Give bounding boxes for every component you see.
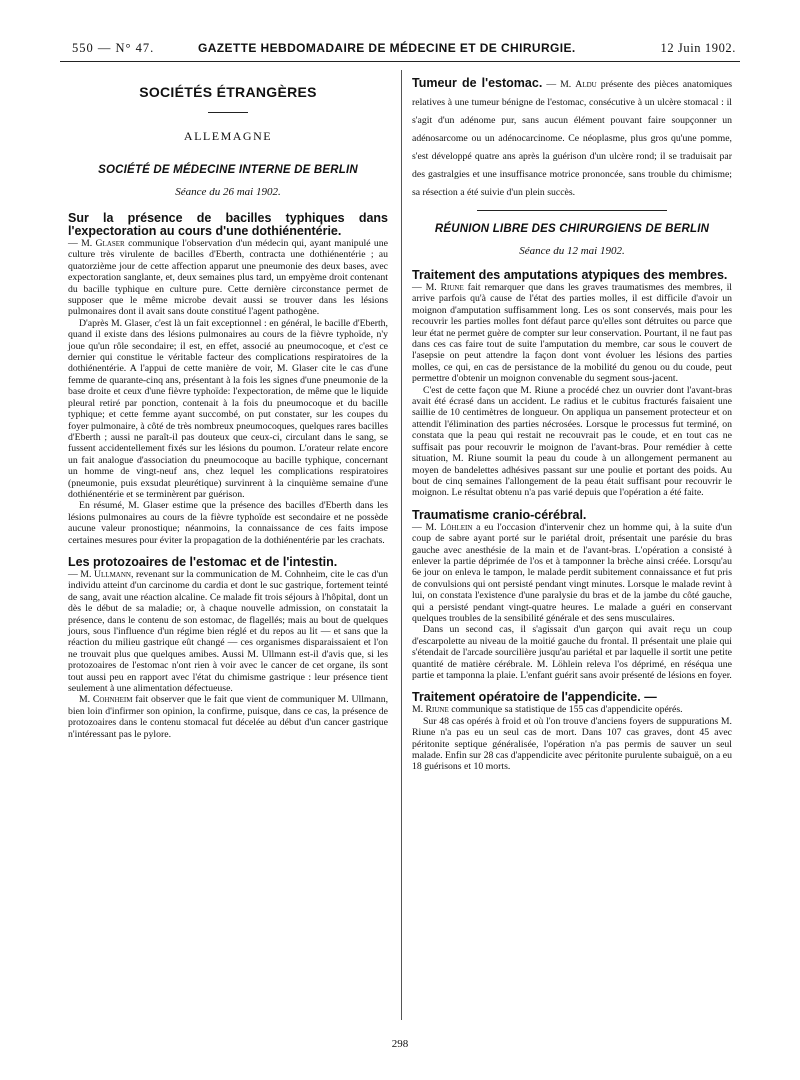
article-paragraph xyxy=(412,522,732,625)
journal-title: GAZETTE HEBDOMADAIRE DE MÉDECINE ET DE CHIRURGIE. xyxy=(198,41,576,55)
society-heading: RÉUNION LIBRE DES CHIRURGIENS DE BERLIN xyxy=(434,223,710,235)
column-divider xyxy=(401,70,402,1020)
article-paragraph: Sur 48 cas opérés à froid et où l'on trouve d'anciens foyers de suppurations M. Riune n'a pas eu un seul cas de mort. Dans 107 cas graves, dont 45 avec péritonite septique généralisée, l'opération n'a pas permis de sauver un seul malade. Enfin sur 28 cas d'appendicite avec péritonite purulente subaiguë, on a eu 18 guérisons et 10 morts. xyxy=(412,715,732,773)
text-run: — M. xyxy=(412,521,441,533)
text-run: fait observer que le fait que vient de communiquer M. Ullmann, bien loin d'infirmer son opinion, la confirme, puisque, dans ce cas, la présence de protozoaires dans le contenu stomacal fut décelée au début d'un cancer gastrique n'intéressant pas le pylore. xyxy=(68,694,389,740)
article-title: Tumeur de l'estomac. xyxy=(412,76,543,90)
right-column xyxy=(412,74,732,986)
society-heading: SOCIÉTÉ DE MÉDECINE INTERNE DE BERLIN xyxy=(98,164,358,176)
author-name: Löhlein xyxy=(440,521,473,533)
page-number: 298 xyxy=(391,1038,409,1050)
country-heading: ALLEMAGNE xyxy=(183,129,273,143)
article-paragraph xyxy=(412,704,732,715)
author-name: Cohnheim xyxy=(92,694,133,706)
author-name: Aldu xyxy=(575,79,597,90)
text-run: fait remarquer que dans les graves traumatismes des membres, il arrive parfois qu'à cause de l'état des parties molles, il est difficile d'avoir un moignon d'amputation suffisamment long. Les os sont conservés, mais pour les recouvrir les parties molles font défaut parce qu'elles sont détruites ou parce que leur état ne permet guère de compter sur leur conservation. Pourtant, il ne faut pas dans ces cas faire tout de suite l'amputation du membre, car sous le couvert de l'asepsie on peut attendre la façon dont vont évoluer les lésions des parties molles, ce qui, en cas de persistance de la mobilité du genou ou du coude, peut permettre d'obtenir un moignon convenable du segment sous-jacent. xyxy=(412,282,733,385)
article-paragraph: C'est de cette façon que M. Riune a procédé chez un ouvrier dont l'avant-bras avait été écrasé dans un accident. Le radius et le cubitus fracturés faisaient une saillie de 10 centimètres de longueur. On appliqua un pansement protecteur et on attendit l'élimination des parties nécrosées. Lorsque le processus fut terminé, on constata que la peau qui restait ne recouvrait pas le coude, et en tout cas ne suffisait pas pour recouvrir le moignon de l'avant-bras. Pour remédier à cette situation, M. Riune soumit la peau du coude à un allongement permanent au moyen de bandelettes adhésives passant sur une poulie et portant des poids. Au bout de cinq semaines l'allongement de la peau était suffisant pour recouvrir le moignon. Le résultat obtenu n'a pas varié depuis que l'opération a été faite. xyxy=(412,384,732,499)
text-run: communique l'observation d'un médecin qui, ayant manipulé une culture très virulente de bacilles d'Eberth, contracta une dothiénentérie ; au quatorzième jour de cette affection apparut une pneumonie des deux bases, avec expectoration sanglante, et, deux semaines plus tard, un empyème droit contenant du bacille typhique en culture pure. Cette dernière circonstance permet de supposer que le même microbe devait aussi se trouver dans les lésions pulmonaires dont il avait sans doute constitué l'agent pathogène. xyxy=(68,238,388,318)
article-paragraph xyxy=(412,282,732,385)
section-title: SOCIÉTÉS ÉTRANGÈRES xyxy=(139,84,317,100)
left-column xyxy=(68,74,388,1034)
text-run: a eu l'occasion d'intervenir chez un homme qui, à la suite d'un coup de sabre ayant porté sur le pariétal droit, présentait une parésie du bras gauche avec anesthésie de la main et de l'avant-bras. L'opération a consisté à enlever la partie déprimée de l'os et à tamponner la brèche ainsi créée. Lorsqu'au 6e jour on enleva le tampon, le malade perdit subitement connaissance et fut pris de convulsions qui ont persisté pendant vingt minutes. Lorsque le malade revint à lui, on constata l'existence d'une paralysie du bras et de la jambe du côté gauche, qui a persisté pendant vingt-quatre heures. Le malade a guéri en conservant quelques troubles de la sensibilité générale et des sens musculaires. xyxy=(412,521,732,624)
text-run: — M. xyxy=(68,238,96,249)
page-issue-number: 550 — N° 47. xyxy=(72,41,155,55)
author-name: Ullmann xyxy=(93,568,131,580)
article-title: Traitement des amputations atypiques des membres. xyxy=(412,268,728,282)
article-title: Sur la présence de bacilles typhiques dans l'expectoration au cours d'une dothiénentérie. xyxy=(68,211,388,238)
author-name: Riune xyxy=(425,704,449,716)
article-paragraph xyxy=(68,569,388,694)
running-header xyxy=(60,40,740,62)
text-run: présente des pièces anatomiques relatives à une tumeur bénigne de l'estomac, consécutive à un ulcère stomacal : il s'agit d'un adénome pur, sans aucun élément pouvant faire soupçonner un adénosarcome ou un adénocarcinome. Ce néoplasme, plus gros qu'une pomme, s'est développé quatre ans après la guérison d'un ulcère rond; il se traduisait par des gastralgies et une insuffisance motrice prononcée, sans trouble du chimisme; sa résection a été suivie d'un plein succès. xyxy=(412,79,732,198)
text-run: communique sa statistique de 155 cas d'appendicite opérés. xyxy=(448,704,683,716)
session-date: Séance du 26 mai 1902. xyxy=(175,186,281,198)
article-paragraph xyxy=(68,694,388,740)
article-title: Traumatisme cranio-cérébral. xyxy=(412,507,587,522)
text-run: M. xyxy=(412,704,426,716)
article-title: Traitement opératoire de l'appendicite. — xyxy=(412,690,657,705)
article-paragraph: En résumé, M. Glaser estime que la présence des bacilles d'Eberth dans les lésions pulmonaires au cours de la fièvre typhoïde est secondaire et ne possède aucune valeur pronostique; néanmoins, la connaissance de ces faits impose certaines mesures pour éviter la propagation de la dothiénentérie par les crachats. xyxy=(68,500,388,546)
article-title: Les protozoaires de l'estomac et de l'intestin. xyxy=(68,554,338,569)
article-paragraph: D'après M. Glaser, c'est là un fait exceptionnel : en général, le bacille d'Eberth, quand il existe dans des lésions pulmonaires au cours de la fièvre typhoïde, n'y joue qu'un rôle secondaire; il est, en effet, associé au pneumocoque, et c'est ce dernier qui constitue le véritable facteur des complications respiratoires de la dothiénentérie. A l'appui de cette manière de voir, M. Glaser cite le cas d'une femme de quarante-cinq ans, présentant à la fois les signes d'une pneumonie de la base droite et ceux d'une fièvre typhoïde: l'expectoration, de même que le liquide pleural retiré par ponction, contenait à la fois du pneumocoque et du bacille typhique; et cette femme ayant succombé, on put constater, sur les coupes du foyer pulmonaire, à côté de très nombreux pneumocoques, quelques rares bacilles d'Eberth ; aussi ne paraît-il pas douteux que ceux-ci, circulant dans le sang, se fussent accidentellement fixés sur les lésions du poumon. L'orateur relate encore un fait analogue d'association du pneumocoque au bacille typhique, concernant un homme de vingt-neuf ans, chez lequel les complications respiratoires (pneumonie, puis exsudat pleurétique) survinrent à la cinquième semaine d'une dothiénentérie et se terminèrent par guérison. xyxy=(68,317,388,500)
text-run: — M. xyxy=(542,79,576,90)
author-name: Riune xyxy=(440,282,464,293)
text-run: — M. xyxy=(68,568,94,580)
text-run: M. xyxy=(79,694,93,706)
section-rule xyxy=(477,210,667,211)
article-paragraph xyxy=(68,238,388,318)
text-run: , revenant sur la communication de M. Cohnheim, cite le cas d'un individu atteint d'un carcinome du cardia et dont le suc gastrique, fortement teinté de sang, avait une réaction alcaline. Ce malade fit trois séjours à l'hôpital, dont un dès le début de sa maladie; or, à chaque nouvelle admission, on constatait la présence, dans le contenu de son estomac, de flagellés; mais au bout de quelques jours, sous l'influence d'un régime bien réglé et du repos au lit — et sans que la réaction du milieu gastrique eût changé — ces organismes disparaissaient et l'on ne trouvait plus que quelques amibes. Aussi M. Ullmann est-il d'avis que, si les protozoaires de l'estomac n'ont rien à voir avec le cancer de cet organe, ils sont tout aussi peu en rapport avec l'état du chimisme gastrique : leur présence tient seulement à une alimentation défectueuse. xyxy=(68,568,389,695)
issue-date: 12 Juin 1902. xyxy=(660,41,736,55)
session-date: Séance du 12 mai 1902. xyxy=(519,245,625,257)
section-rule xyxy=(208,112,248,113)
text-run: — M. xyxy=(412,282,441,293)
article-paragraph: Dans un second cas, il s'agissait d'un garçon qui avait reçu un coup d'escarpolette au niveau de la moitié gauche du frontal. Il présentait une plaie qui s'étendait de l'arcade sourcilière jusqu'au pariétal et par laquelle il sortit une petite quantité de matière cérébrale. M. Löhlein releva l'os déprimé, en réséqua une partie et tamponna la plaie. L'enfant guérit sans avoir présenté de lésions en foyer. xyxy=(412,624,732,681)
author-name: Glaser xyxy=(95,238,125,249)
